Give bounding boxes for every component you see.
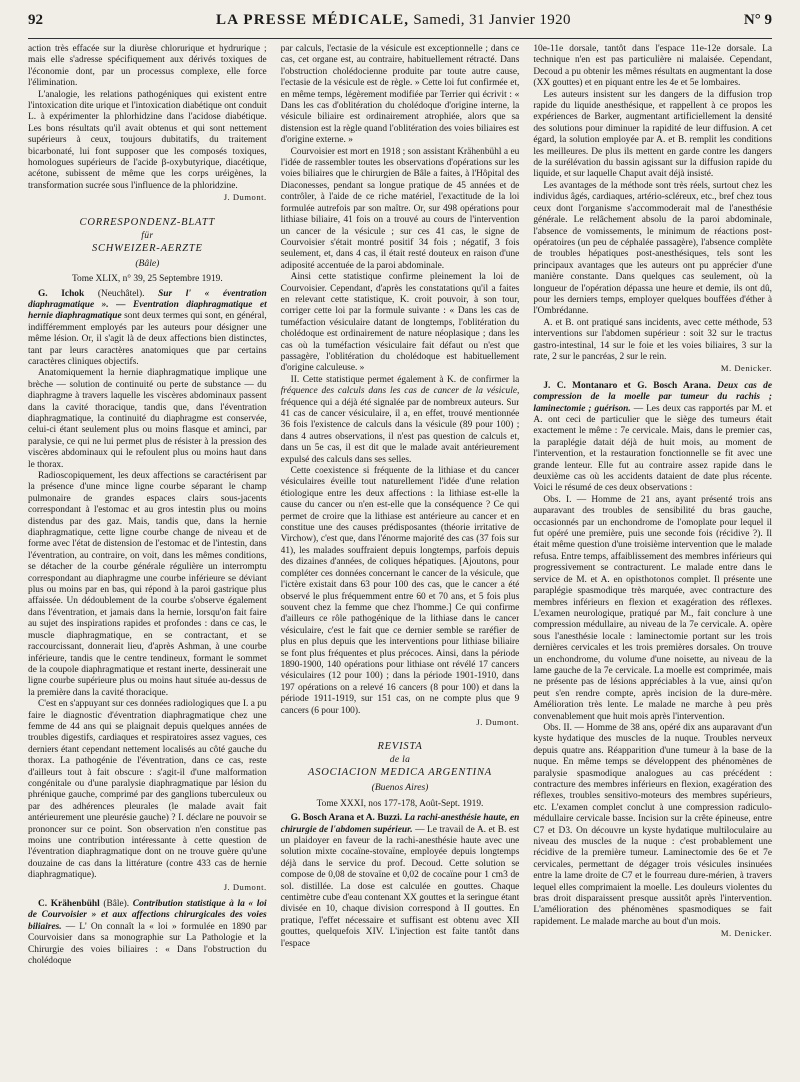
journal-heading-line: für xyxy=(141,229,154,241)
signature: J. Dumont. xyxy=(223,192,267,203)
article-text: sont deux termes qui sont, en général, indifféremment employés par les auteurs pour désigner une même lésion. Or, il s'agit là de deux affections bien distinctes, tant par leurs caractères anatomiques que par certains caractères cliniques objectifs. xyxy=(28,311,267,367)
page-header xyxy=(28,12,772,39)
issue-number: N° 9 xyxy=(743,12,772,28)
article-title: Contribution statistique à la « loi de Courvoisier » et aux affections chirurgicales des voies biliaires. xyxy=(28,899,267,932)
paragraph: Les auteurs insistent sur les dangers de la diffusion trop rapide du liquide anesthésique, et rappellent à ce propos les expériences de Barker, augmentant artificiellement la densité des solutions pour diminuer la rapidité de leur diffusion. A cet égard, la solution employée par A. et B. remplit les conditions les meilleures. De plus ils mettent en garde contre les dangers de la surélévation du bassin agissant sur la diffusion rapide du liquide, et sur laquelle Chaput avait déjà insisté. xyxy=(533,89,773,180)
issue-date: Samedi, 31 Janvier 1920 xyxy=(413,12,571,28)
article xyxy=(281,813,520,950)
signature: M. Denicker. xyxy=(720,363,773,374)
paragraph: Ainsi cette statistique confirme pleinement la loi de Courvoisier. Cependant, d'après les constatations qu'il a faites en relevant cette statistique, K. croit pouvoir, à son tour, corriger cette loi par la formule suivante : « Dans les cas de tuméfaction vésiculaire datant de longtemps, l'oblitération du cholédoque est ordinairement de nature néoplasique ; dans les cas où la tuméfaction vésiculaire fait défaut ou n'est que passagère, l'oblitération du cholédoque est habituellement d'origine calculeuse. » xyxy=(280,272,520,374)
journal-issue: Tome XLIX, n° 39, 25 Septembre 1919. xyxy=(71,274,223,285)
article-author: G. Bosch Arana et A. Buzzi. xyxy=(290,813,403,824)
journal-heading xyxy=(28,216,267,255)
journal-heading-line: REVISTA xyxy=(377,741,423,753)
article-text: — Les deux cas rapportés par M. et A. ont ceci de particulier que le siège des tumeurs était exactement le même : 7e cervicale. Mais, dans le premier cas, la paraplégie datait déjà de huit mois, au moment de l'intervention, et la restauration fonctionnelle se fit avec une grande lenteur. Elle fut au contraire assez rapide dans le deuxième cas où les accidents dataient de date plus récente. Voici le résumé de ces deux observations : xyxy=(533,403,773,494)
journal-heading-line: CORRESPONDENZ-BLATT xyxy=(79,216,216,228)
journal-heading xyxy=(281,740,520,779)
article-author: C. Krähenbühl xyxy=(38,899,100,910)
paragraph-text: II. Cette statistique permet également à K. de confirmer la xyxy=(290,374,520,385)
paragraph: L'analogie, les relations pathogéniques qui existent entre l'intoxication dite urique et l'intoxication diabétique ont conduit L. à expérimenter la phlorhidzine dans l'acidose diabétique. Les bons résultats qu'il avait obtenus et qui sont nettement supérieurs à ceux, toujours dubitatifs, du traitement bicarbonaté, lui font supposer que les composés toxiques, homologues supérieurs de l'acide β-oxybutyrique, diacétique, acétone, subissent de même que les corps uréigènes, la transformation sucrée sous l'influence de la phloridzine. xyxy=(28,89,267,191)
journal-city: (Bâle) xyxy=(135,257,160,269)
article xyxy=(28,899,267,967)
journal-heading-line: de la xyxy=(389,754,411,766)
article-title: Sur l' « éventration diaphragmatique ». — Eventration diaphragmatique et hernie diaphragmatique xyxy=(28,288,267,322)
article-place: (Bâle). xyxy=(99,899,133,910)
observation: Obs. I. — Homme de 21 ans, ayant présenté trois ans auparavant des troubles de sensibilité du bras gauche, occasionnés par un enchondrome de l'omoplate pour lequel il fut opéré une première, puis une seconde fois (récidive ?). Il était même question d'une troisième intervention que le malade refusa. Entre temps, affaiblissement des membres inférieurs qui progressivement se contracturent. Le malade entre dans le service de M. et A. en opisthotonos complet. Il présente une paraplégie spasmodique très marquée, avec contracture des membres inférieurs en flexion et exagération des réflexes. L'examen neurologique, pratiqué par M., fait conclure à une compression médullaire, au niveau de la 7e cervicale. A. opère sous l'anesthésie locale : laminectomie portant sur les trois dernières cervicales et les trois premières dorsales. On trouve un enchondrome, du volume d'une noisette, au niveau de la lame gauche de la 7e cervicale. La moelle est comprimée, mais ne présente pas de lésions appréciables à la vue, ainsi qu'on peut s'en rendre compte, après incision de la dure-mère. Amélioration très lente. Le malade ne marche à peu près convenablement que huit mois après l'intervention. xyxy=(533,494,773,722)
paragraph: Radioscopiquement, les deux affections se caractérisent par la présence d'une mince ligne courbe séparant le champ pulmonaire de grandes espaces clairs sous-jacents correspondant à l'estomac et au gros intestin plus ou moins distendus par des gaz. Mais, tandis que, dans la hernie diaphragmatique, cette ligne courbe change de niveau et de forme avec l'état de distension de l'estomac et de l'intestin, dans l'éventration, au contraire, on voit, dans les mêmes conditions, se détacher de la courbe générale régulière un interromptu correspondant au diaphragme une courbe inférieure se déviant plus ou moins par en bas, qui répond à la paroi gastrique plus affaissée. Un dédoublement de la courbe s'observe également dans l'éventration, et jamais dans la hernie, lorsqu'on fait faire au sujet des inspirations rapides et profondes : dans ce cas, le muscle diaphragmatique, en se contractant, et se raccourcissant, donnerait lieu, d'après Ashman, à une courbe inférieure, tandis que le centre tendineux, formant le sommet de la coupole diaphragmatique et restant inerte, dessinerait une ligne courbe supérieure plus ou moins haut située au-dessus de la première dans la cavité thoracique. xyxy=(28,471,267,698)
article-text: — Le travail de A. et B. est un plaidoyer en faveur de la rachi-anesthésie haute avec une solution mixte cocaïne-stovaïne, employée depuis longtemps déjà dans le service du prof. Decoud. Cette solution se compose de 0,08 de stovaïne et 0,02 de cocaïne pour 1 cm3 de sol. distillée. La dose est calculée en gouttes. Chaque centimètre cube d'eau contenant XX gouttes et la seringue étant divisée en 10, chaque division correspond à II gouttes. En pratique, l'effet nécessaire et suffisant est obtenu avec XII gouttes, quelquefois XIV. L'injection est faite tantôt dans l'espace xyxy=(280,824,520,949)
paragraph: action très effacée sur la diurèse chlorurique et hydrurique ; mais elle s'adresse spécifiquement aux dérivés toxiques de l'économie dont, par un processus complexe, elle force l'élimination. xyxy=(28,44,267,89)
observation: Obs. II. — Homme de 38 ans, opéré dix ans auparavant d'un kyste hydatique des muscles de la nuque. Troubles nerveux depuis quatre ans. Réapparition d'une tumeur à la base de la nuque. En même temps se développent des phénomènes de paralysie spasmodique analogues au cas précédent : contracture des membres inférieurs en flexion, exagération des réflexes, troubles sensitivo-moteurs des membres supérieurs, etc. L'examen complet conclut à une compression radiculo-médullaire cervicale basse. Incision sur la crête épineuse, entre C7 et D3. On découvre un kyste hydatique multiloculaire au niveau des muscles de la nuque : c'est probablement une récidive de la première tumeur. Laminectomie des 6e et 7e cervicales, permettant de dégager trois vésicules insinuées entre la lame droite de C7 et le fourreau dure-mérien, à travers lequel elles comprimaient la moelle. Les douleurs violentes du bras droit disparaissent presque aussitôt après l'intervention. L'amélioration des phénomènes spasmodiques se fait rapidement. Le malade marche au bout d'un mois. xyxy=(533,722,773,927)
paragraph: A. et B. ont pratiqué sans incidents, avec cette méthode, 53 interventions sur l'abdomen supérieur : soit 32 sur le tractus gastro-intestinal, 14 sur le foie et les voies biliaires, 3 sur la rate, 2 sur le pancréas, 2 sur le rein. xyxy=(533,317,773,362)
article-author: J. C. Montanaro et G. Bosch Arana. xyxy=(543,380,711,391)
journal-issue: Tome XXXI, nos 177-178, Août-Sept. 1919. xyxy=(316,798,484,809)
paragraph: 10e-11e dorsale, tantôt dans l'espace 11e-12e dorsale. La technique n'en est pas particulière ni malaisée. Cependant, Decoud a pu obtenir les mêmes résultats en augmentant la dose (XX gouttes) et en piquant entre les 4e et 5e lombaires. xyxy=(533,44,773,89)
journal-name: LA PRESSE MÉDICALE, xyxy=(215,12,410,28)
signature: J. Dumont. xyxy=(476,716,520,727)
paragraph-text: fréquence qui a déjà été signalée par de nombreux auteurs. Sur 41 cas de cancer vésiculaire, il a, en effet, trouvé mentionnée 36 fois l'existence de calculs dans la vésicule (89 pour 100) ; dans 4 autres observations, il n'est pas question de calculs et, dans un 5e cas, il est dit que le malade avait antérieurement expulsé des calculs dans ses selles. xyxy=(280,397,520,465)
paragraph: Cette coexistence si fréquente de la lithiase et du cancer vésiculaires éveille tout naturellement l'idée d'une relation étiologique entre les deux affections : la lithiase est-elle la cause du cancer ou n'en est-elle que la conséquence ? Ce qui permet de croire que la lithiase est antérieure au cancer et en constitue une des causes prédisposantes (théorie irritative de Virchow), c'est que, dans l'énorme majorité des cas (37 fois sur 41), les malades souffraient depuis longtemps, parfois depuis des dizaines d'années, de coliques hépatiques. [Ajoutons, pour compléter ces données concernant le cancer de la vésicule, que l'ictère existait dans 63 pour 100 des cas, que le cancer a été observé le plus fréquemment entre 60 et 70 ans, et 5 fois plus souvent chez la femme que chez l'homme.] Ce qui confirme d'ailleurs ce rôle pathogénique de la lithiase dans le cancer vésiculaire, c'est le fait que ce dernier semble se raréfier de plus en plus depuis que les interventions pour lithiase biliaire se font plus fréquentes et plus précoces. Ainsi, dans la période 1890-1900, 140 opérations pour lithiase ont révélé 17 cancers vésiculaires (12 pour 100) ; dans la période 1901-1910, dans 197 opérations on a relevé 16 cancers (8 pour 100) et dans la période 1911-1919, sur 151 cas, on ne compte plus que 9 cancers (6 pour 100). xyxy=(280,466,520,716)
paragraph: par calculs, l'ectasie de la vésicule est exceptionnelle ; dans ce cas, cet organe est, au contraire, habituellement rétracté. Dans l'obstruction cholédocienne produite par toute autre cause, l'ectasie de la vésicule est de règle. » Cette loi fut confirmée et, en même temps, légèrement modifiée par Terrier qui écrivit : « Dans les cas d'oblitération du cholédoque d'origine interne, la vésicule biliaire est ordinairement atrophiée, alors que sa distension est la règle quand l'oblitération des voies biliaires est d'origine externe. » xyxy=(280,44,520,146)
column-right xyxy=(533,44,772,1072)
article xyxy=(28,289,267,369)
article-text: — L' On connaît la « loi » formulée en 1890 par Courvoisier dans sa monographie sur La Pathologie et la Chirurgie des voies biliaires : « Dans l'obstruction du cholédoque xyxy=(28,921,267,967)
article-place: (Neuchâtel). xyxy=(84,288,159,299)
journal-city: (Buenos Aires) xyxy=(371,782,429,794)
journal-heading-line: SCHWEIZER-AERZTE xyxy=(91,242,203,254)
paragraph: Courvoisier est mort en 1918 ; son assistant Krähenbühl a eu l'idée de rassembler toutes les observations d'opérations sur les voies biliaires que le chirurgien de Bâle a faites, à l'Hôpital des Diaconesses, pendant sa longue pratique de 45 années et de contrôler, à l'aide de ce riche matériel, l'exactitude de la loi formulée autrefois par son maître. Or, sur 498 opérations pour lithiase biliaire, 41 fois on a trouvé au cours de l'intervention un cancer de la vésicule ; sur ces 41 cas, le signe de Courvoisier s'était montré positif 34 fois ; négatif, 3 fois seulement, et, dans 4 cas, il était resté douteux en raison d'une adiposité accentuée de la paroi abdominale. xyxy=(280,146,520,271)
paragraph-emphasis: fréquence des calculs dans les cas de cancer de la vésicule, xyxy=(280,386,520,397)
column-left xyxy=(28,44,267,1072)
signature: J. Dumont. xyxy=(223,881,267,892)
text-columns xyxy=(28,44,772,1072)
header-title xyxy=(216,12,571,29)
paragraph: C'est en s'appuyant sur ces données radiologiques que I. a pu faire le diagnostic d'éventration diaphragmatique chez une femme de 44 ans qui se plaignait depuis quelques années de troubles digestifs, cardiaques et respiratoires assez vagues, ces derniers étant cependant nettement localisés au côté gauche du thorax. La pathogénie de l'éventration, dans ce cas, reste d'ailleurs tout à fait obscure : s'agit-il d'une malformation congénitale ou d'une paralysie diaphragmatique par lésion du phrénique gauche, comprimé par des ganglions tuberculeux ou par des adhérences pleurales (le malade avait fait antérieurement une pleurésie gauche) ? I. déclare ne pouvoir se prononcer sur ce point. Son observation n'en constitue pas moins une contribution intéressante à cette question de l'éventration diaphragmatique dont on ne trouve guère qu'une douzaine de cas dans la littérature (contre 433 cas de hernie diaphragmatique). xyxy=(28,699,267,881)
article-title: Deux cas de compression de la moelle par tumeur du rachis ; laminectomie ; guérison. xyxy=(533,380,773,414)
article xyxy=(533,381,772,495)
paragraph xyxy=(281,375,520,466)
page-number: 92 xyxy=(28,12,43,28)
column-middle xyxy=(281,44,520,1072)
article-author: G. Ichok xyxy=(38,288,85,299)
signature: M. Denicker. xyxy=(720,928,773,939)
article-title: La rachi-anesthésie haute, en chirurgie de l'abdomen supérieur. xyxy=(280,813,520,835)
paragraph: Anatomiquement la hernie diaphragmatique implique une brèche — solution de continuité ou perte de substance — du diaphragme à travers laquelle les viscères abdominaux passent dans la cavité thoracique, tandis que, dans l'éventration diaphragmatique, la continuité du diaphragme est conservée, celui-ci étant seulement plus ou moins flasque et aminci, par paralysie, ce qui ne lui permet plus de résister à la pression des viscères abdominaux qui le refoulent plus ou moins haut dans le thorax. xyxy=(28,368,267,470)
journal-heading-line: ASOCIACION MEDICA ARGENTINA xyxy=(308,767,492,779)
paragraph: Les avantages de la méthode sont très réels, surtout chez les individus âgés, cardiaques, artério-scléreux, etc., bref chez tous ceux dont l'organisme s'accommoderait mal de l'anesthésie générale. Le relâchement absolu de la paroi abdominale, l'absence de vomissements, le minimum de réactions post-opératoires (un peu de céphalée passagère), l'absence complète de troubles hépatiques post-anesthésiques, tels sont les principaux avantages que les auteurs ont pu apprécier d'une manière constante. Dans quelques cas seulement, où la longueur de l'opération dépassa une heure et demie, ils ont dû, pour les derniers temps, employer quelques bouffées d'éther à l'Ombrédanne. xyxy=(533,180,773,317)
